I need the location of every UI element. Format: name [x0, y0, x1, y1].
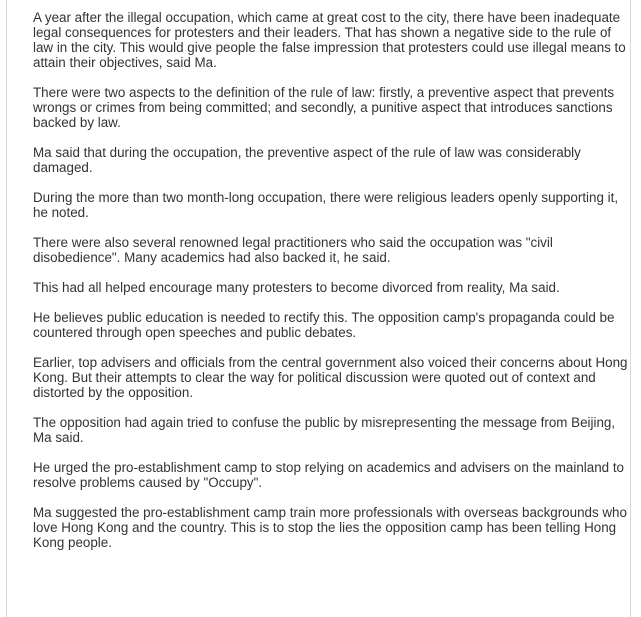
article-body	[6, 0, 631, 617]
article-paragraph: Ma suggested the pro-establishment camp train more professionals with overseas backgrounds who love Hong Kong and the country. This is to stop the lies the opposition camp has been telling Hong Kong people.	[33, 505, 627, 550]
article-paragraph: He believes public education is needed to rectify this. The opposition camp's propaganda could be countered through open speeches and public debates.	[33, 310, 615, 340]
article-paragraph: There were also several renowned legal practitioners who said the occupation was "civil disobedience". Many academics had also backed it, he said.	[33, 235, 553, 265]
article-paragraph: This had all helped encourage many protesters to become divorced from reality, Ma said.	[33, 280, 560, 295]
article-paragraph: The opposition had again tried to confuse the public by misrepresenting the message from Beijing, Ma said.	[33, 415, 616, 445]
article-paragraph: During the more than two month-long occupation, there were religious leaders openly supporting it, he noted.	[33, 190, 619, 220]
article-paragraph: A year after the illegal occupation, which came at great cost to the city, there have been inadequate legal consequences for protesters and their leaders. That has shown a negative side to the rule of law in the city. This would give people the false impression that protesters could use illegal means to attain their objectives, said Ma.	[33, 10, 626, 70]
article-paragraph: Ma said that during the occupation, the preventive aspect of the rule of law was considerably damaged.	[33, 145, 581, 175]
article-paragraph: He urged the pro-establishment camp to stop relying on academics and advisers on the mainland to resolve problems caused by "Occupy".	[33, 460, 625, 490]
article-paragraph: There were two aspects to the definition of the rule of law: firstly, a preventive aspect that prevents wrongs or crimes from being committed; and secondly, a punitive aspect that introduces sanctions backed by law.	[33, 85, 615, 130]
article-paragraph: Earlier, top advisers and officials from the central government also voiced their concerns about Hong Kong. But their attempts to clear the way for political discussion were quoted out of context and distorted by the opposition.	[33, 355, 628, 400]
